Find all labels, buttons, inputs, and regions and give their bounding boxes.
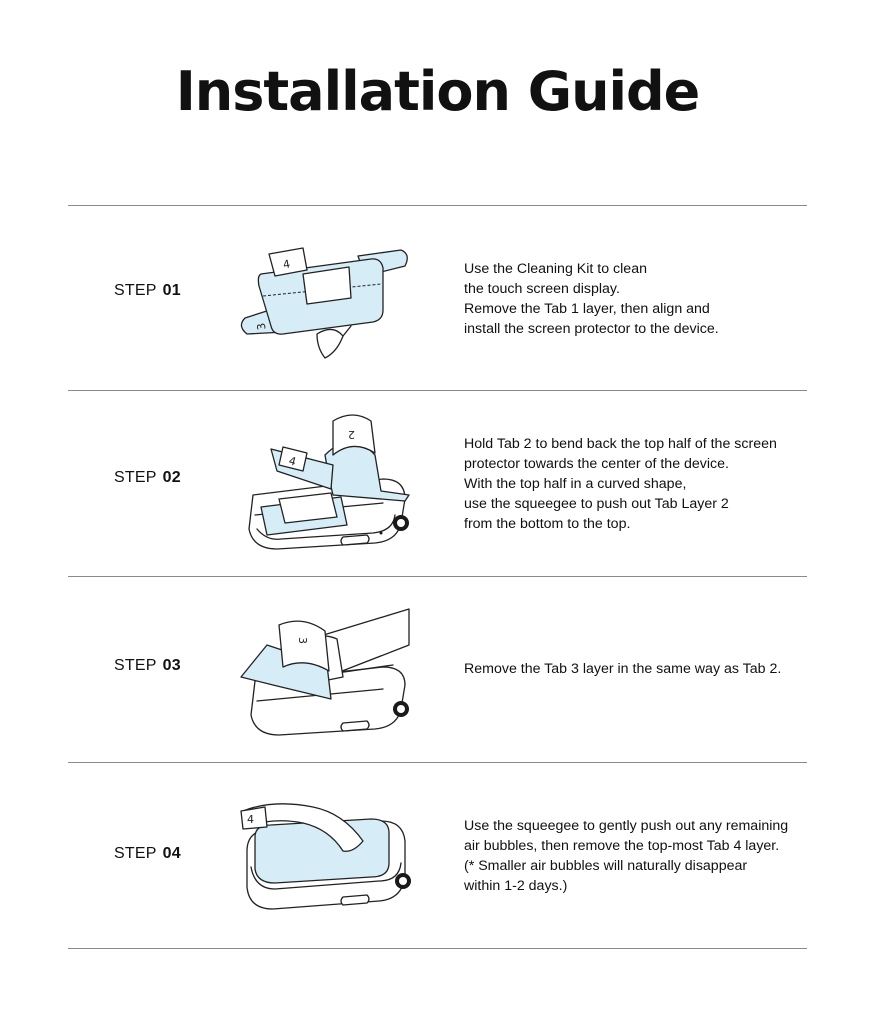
description-line: Use the Cleaning Kit to clean	[464, 261, 647, 277]
screen-protector-sheet-illustration	[233, 214, 433, 384]
description-line: within 1-2 days.)	[464, 878, 568, 894]
description-line: Use the squeegee to gently push out any remaining	[464, 818, 789, 834]
step-03-description	[464, 659, 781, 679]
description-line: Remove the Tab 3 layer in the same way as Tab 2.	[464, 661, 782, 677]
description-line: (* Smaller air bubbles will naturally disappear	[464, 858, 748, 874]
step-02	[68, 391, 807, 576]
side-button	[341, 535, 369, 545]
watch-remove-tab-3-illustration	[233, 585, 433, 755]
step-word: STEP	[114, 282, 157, 299]
watch-bend-tab-2-illustration	[233, 399, 433, 569]
step-number: 02	[162, 469, 181, 486]
description-line: use the squeegee to push out Tab Layer 2	[464, 496, 729, 512]
description-line: protector towards the center of the device.	[464, 456, 729, 472]
description-line: the touch screen display.	[464, 281, 620, 297]
step-03	[68, 577, 807, 762]
step-03-label	[114, 657, 181, 675]
side-button	[341, 895, 369, 905]
tab-3-number-icon: 3	[254, 321, 269, 331]
side-button	[341, 721, 369, 731]
step-word: STEP	[114, 845, 157, 862]
step-04-description	[464, 816, 788, 896]
screen-window	[279, 493, 337, 523]
description-line: air bubbles, then remove the top-most Tab 4 layer.	[464, 838, 780, 854]
step-04-label	[114, 845, 181, 863]
tab-4-number-icon: 4	[282, 257, 292, 272]
step-01-label	[114, 282, 181, 300]
watch-remove-tab-4-illustration	[233, 771, 433, 941]
description-line: Hold Tab 2 to bend back the top half of the screen	[464, 436, 777, 452]
description-line: With the top half in a curved shape,	[464, 476, 687, 492]
step-word: STEP	[114, 657, 157, 674]
step-number: 03	[162, 657, 181, 674]
tab-3-flap	[279, 621, 329, 671]
page-title: Installation Guide	[175, 60, 700, 123]
step-04	[68, 763, 807, 948]
step-word: STEP	[114, 469, 157, 486]
tab-3-number-icon: 3	[296, 637, 309, 644]
step-02-label	[114, 469, 181, 487]
description-line: install the screen protector to the device.	[464, 321, 719, 337]
divider	[68, 948, 807, 949]
tab-2-number-icon: 2	[348, 428, 355, 441]
step-number: 01	[162, 282, 181, 299]
step-01	[68, 206, 807, 391]
step-01-description	[464, 259, 719, 339]
tab-1-peel	[317, 329, 343, 358]
screen-window	[303, 267, 351, 304]
description-line: from the bottom to the top.	[464, 516, 631, 532]
tab-4-number-icon: 4	[287, 454, 298, 469]
tab-4-flap	[241, 807, 267, 829]
step-02-description	[464, 434, 777, 534]
description-line: Remove the Tab 1 layer, then align and	[464, 301, 710, 317]
step-number: 04	[162, 845, 181, 862]
tab-4-number-icon: 4	[247, 813, 254, 826]
